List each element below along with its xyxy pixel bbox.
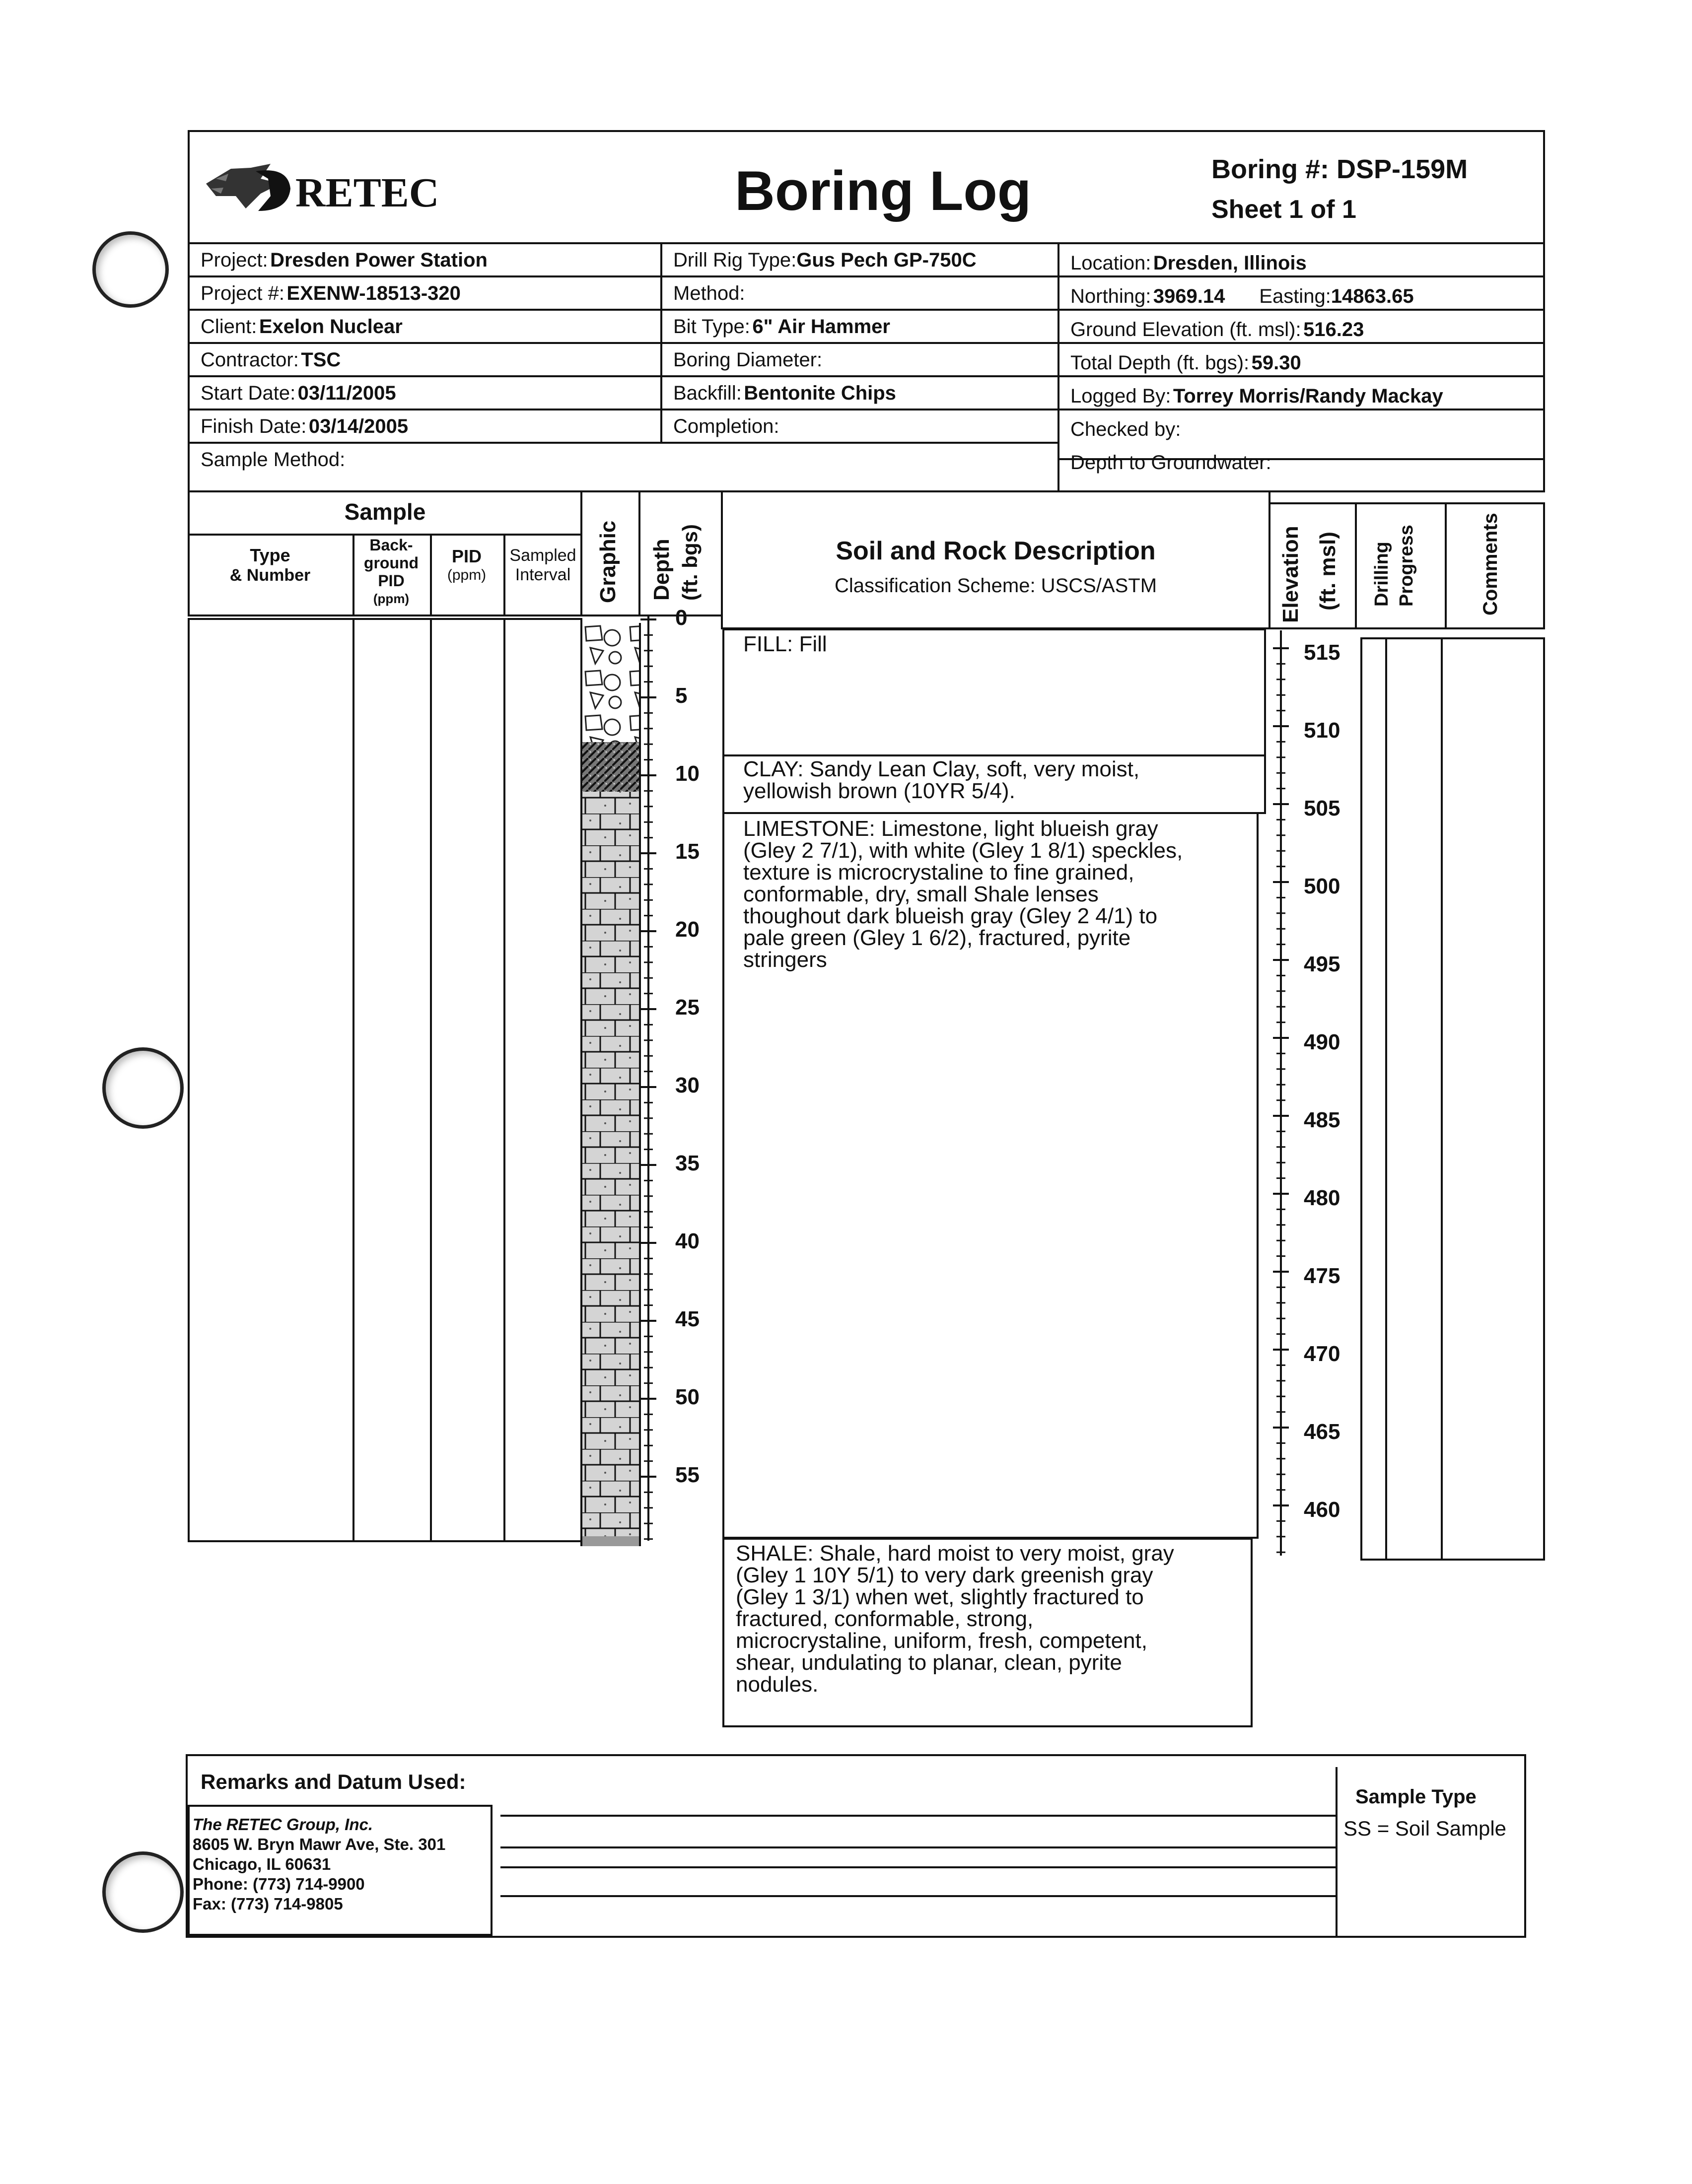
client-row: Client: Exelon Nuclear [201,316,403,338]
location-row: Location: Dresden, Illinois [1070,252,1307,274]
elevation-tick-label: 460 [1304,1498,1340,1522]
elevation-tick-label: 490 [1304,1030,1340,1054]
elevation-tick-label: 500 [1304,874,1340,898]
elevation-scale [1271,630,1301,1564]
stratum-clay-text: CLAY: Sandy Lean Clay, soft, very moist, yellowish brown (10YR 5/4). [743,757,1140,803]
depth-header: Depth [649,539,674,601]
depth-tick-label: 25 [675,995,700,1020]
stratum-limestone-text: LIMESTONE: Limestone, light blueish gray (Gley 2 7/1), with white (Gley 1 8/1) speckles, texture is microcrystaline to fine grained, conformable, dry, small Shale lenses thoughout dark blueish gray (Gley 2 4/1) to pale green (Gley 1 6/2), fractured, pyrite stringers [743,817,1183,972]
depth-scale [638,615,668,1549]
address-fax: Fax: (773) 714-9805 [193,1895,343,1913]
boring-value: DSP-159M [1337,154,1468,184]
info-left [201,245,657,478]
description-header: Soil and Rock Description [836,537,1156,565]
sample-method-row: Sample Method: [201,449,346,471]
depth-tick-label: 40 [675,1229,700,1253]
start-date-row: Start Date: 03/11/2005 [201,382,396,404]
depth-tick-label: 35 [675,1151,700,1175]
sample-body-box [188,618,582,1542]
sample-type-value: SS = Soil Sample [1343,1817,1507,1840]
remarks-label: Remarks and Datum Used: [201,1770,466,1793]
graphic-column [580,623,641,1546]
punch-hole-bottom [102,1851,184,1933]
backfill-row: Backfill: Bentonite Chips [673,382,896,404]
boring-label: Boring #: [1211,154,1329,184]
bit-type-row: Bit Type: 6" Air Hammer [673,316,890,338]
ground-elevation-row: Ground Elevation (ft. msl): 516.23 [1070,319,1364,341]
contractor-row: Contractor: TSC [201,349,341,371]
sample-type-label: Sample Type [1355,1786,1477,1808]
elevation-tick-label: 470 [1304,1342,1340,1366]
project-row: Project: Dresden Power Station [201,249,488,271]
address-street: 8605 W. Bryn Mawr Ave, Ste. 301 [193,1835,446,1853]
background-pid-header: Back- ground PID (ppm) [363,536,419,606]
method-row: Method: [673,282,745,304]
progress-comments-body [1360,637,1545,1561]
sampled-interval-header: Sampled Interval [509,546,576,584]
company-logo [201,149,439,223]
stratum-fill-text: FILL: Fill [743,632,827,656]
elevation-tick-label: 480 [1304,1186,1340,1210]
address-phone: Phone: (773) 714-9900 [193,1875,365,1893]
finish-date-row: Finish Date: 03/14/2005 [201,415,409,437]
company-name: RETEC [295,170,439,216]
stratum-shale-text: SHALE: Shale, hard moist to very moist, gray (Gley 1 10Y 5/1) to very dark greenish gray (Gley 1 3/1) when wet, slightly fractured to fractured, conformable, strong, microcrystaline, uniform, fresh, competent, shear, undulating to planar, clean, pyrite nodules. [736,1541,1174,1697]
depth-tick-label: 0 [675,606,688,630]
progress-header: Progress [1396,525,1417,607]
project-number-row: Project #: EXENW-18513-320 [201,282,461,304]
depth-tick-label: 50 [675,1385,700,1409]
elevation-tick-label: 510 [1304,718,1340,743]
depth-tick-label: 5 [675,683,688,708]
drilling-header: Drilling [1371,542,1392,607]
depth-tick-label: 55 [675,1463,700,1487]
graphic-header: Graphic [596,520,620,603]
address-company: The RETEC Group, Inc. [193,1815,373,1834]
elevation-tick-label: 505 [1304,796,1340,820]
page-title: Boring Log [735,160,1032,222]
address-box [188,1805,493,1936]
classification-scheme: Classification Scheme: USCS/ASTM [834,575,1157,597]
depth-tick-label: 10 [675,761,700,786]
coordinates-row: Northing: 3969.14 Easting:14863.65 [1070,285,1414,307]
groundwater-row: Depth to Groundwater: [1070,452,1271,474]
retec-bird-icon [201,149,300,223]
elevation-tick-label: 495 [1304,952,1340,976]
elevation-header: Elevation [1278,526,1303,623]
info-mid [673,245,1056,445]
logged-by-row: Logged By: Torrey Morris/Randy Mackay [1070,385,1443,407]
elevation-unit-header: (ft. msl) [1316,532,1340,611]
punch-hole-top [92,231,169,308]
boring-diameter-row: Boring Diameter: [673,349,823,371]
elevation-tick-label: 485 [1304,1108,1340,1132]
depth-tick-label: 45 [675,1307,700,1331]
type-number-header: Type & Number [229,545,311,585]
pid-header: PID (ppm) [447,546,487,583]
checked-by-row: Checked by: [1070,418,1181,440]
elevation-tick-label: 465 [1304,1420,1340,1444]
elevation-tick-label: 515 [1304,640,1340,665]
address-city: Chicago, IL 60631 [193,1855,331,1873]
depth-tick-label: 15 [675,839,700,864]
sample-header: Sample [344,499,426,525]
elevation-tick-label: 475 [1304,1264,1340,1288]
depth-tick-label: 30 [675,1073,700,1097]
info-right [1070,245,1542,478]
boring-number [1211,154,1468,185]
completion-row: Completion: [673,415,779,437]
sheet-number: Sheet 1 of 1 [1211,195,1356,224]
depth-unit-header: (ft. bgs) [678,524,702,601]
depth-tick-label: 20 [675,917,700,942]
comments-header: Comments [1480,513,1501,615]
total-depth-row: Total Depth (ft. bgs): 59.30 [1070,352,1301,374]
drill-rig-row: Drill Rig Type:Gus Pech GP-750C [673,249,977,271]
punch-hole-middle [102,1047,184,1129]
